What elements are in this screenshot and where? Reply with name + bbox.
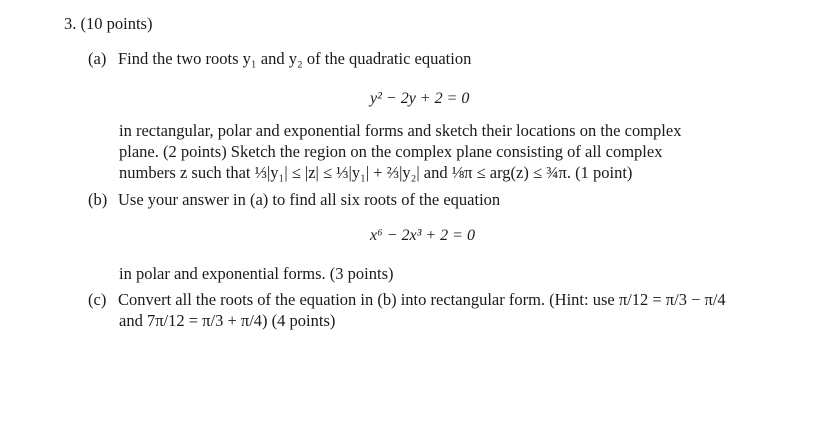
part-b-intro: Use your answer in (a) to find all six roots of the equation [118, 190, 501, 209]
part-b-equation: x⁶ − 2x³ + 2 = 0 [370, 227, 475, 244]
problem-heading: 3. (10 points) [64, 14, 153, 33]
part-a-intro: Find the two roots y₁ and y₂ of the quadratic equation [118, 49, 472, 68]
part-b-outro: in polar and exponential forms. (3 points) [119, 264, 394, 283]
part-a-equation: y² − 2y + 2 = 0 [370, 90, 470, 107]
part-c-text-line-2: and 7π/12 = π/3 + π/4) (4 points) [119, 311, 336, 330]
part-c-text-line-1: Convert all the roots of the equation in (b) into rectangular form. (Hint: use π/12 = π/3 − π/4 [118, 290, 726, 309]
part-a-text-line-2: plane. (2 points) Sketch the region on the complex plane consisting of all complex [119, 142, 663, 161]
part-a-text-line-3: numbers z such that ⅓|y₁| ≤ |z| ≤ ⅓|y₁| + ⅔|y₂| and ⅛π ≤ arg(z) ≤ ¾π. (1 point) [119, 163, 633, 182]
part-b-label: (b) [88, 190, 108, 209]
part-c-label: (c) [88, 290, 107, 309]
part-a-label: (a) [88, 49, 107, 68]
part-a-text-line-1: in rectangular, polar and exponential forms and sketch their locations on the complex [119, 121, 682, 140]
